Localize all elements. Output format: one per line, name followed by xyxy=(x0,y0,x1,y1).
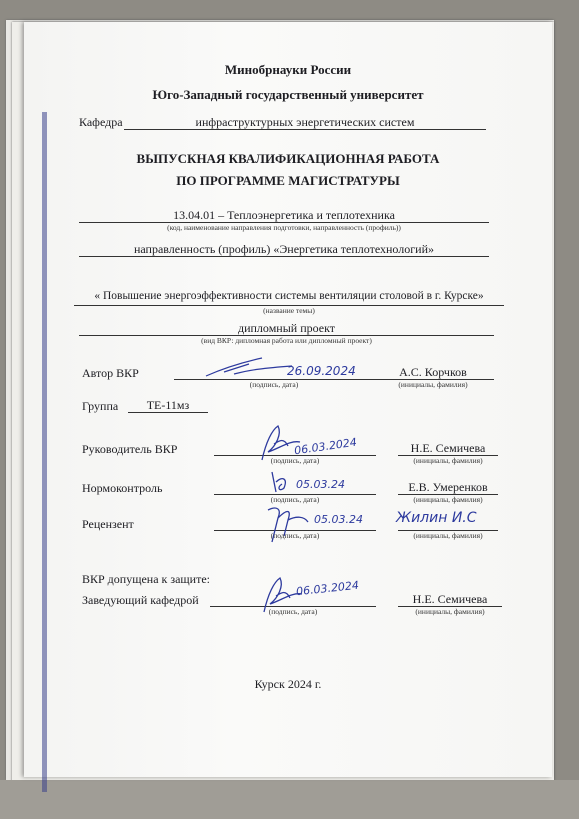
table-surface xyxy=(0,780,579,819)
admission-label: ВКР допущена к защите: xyxy=(82,572,210,586)
author-name: А.С. Корчков xyxy=(399,365,467,379)
work-type-caption: (вид ВКР: дипломная работа или дипломный проект) xyxy=(201,336,372,345)
city-year: Курск 2024 г. xyxy=(254,677,322,691)
reviewer-sign-caption: (подпись, дата) xyxy=(270,531,320,540)
author-label: Автор ВКР xyxy=(82,366,139,380)
topic-caption: (название темы) xyxy=(263,306,315,315)
ministry-heading: Минобрнауки России xyxy=(224,62,352,77)
head-name-caption: (инициалы, фамилия) xyxy=(415,607,485,616)
normcontrol-name: Е.В. Умеренков xyxy=(408,480,488,494)
normcontrol-sign-caption: (подпись, дата) xyxy=(270,495,320,504)
head-name: Н.Е. Семичева xyxy=(412,592,488,606)
supervisor-name-caption: (инициалы, фамилия) xyxy=(413,456,483,465)
department-label: Кафедра xyxy=(79,115,123,129)
normcontrol-date: 05.03.24 xyxy=(296,478,345,491)
author-sign-caption: (подпись, дата) xyxy=(249,380,299,389)
head-of-department-label: Заведующий кафедрой xyxy=(82,593,199,607)
topic-value: « Повышение энергоэффективности системы вентиляции столовой в г. Курске» xyxy=(94,290,484,302)
supervisor-label: Руководитель ВКР xyxy=(82,442,178,456)
title-page-sheet xyxy=(24,22,552,777)
supervisor-date: 06.03.2024 xyxy=(293,435,358,458)
profile-value: направленность (профиль) «Энергетика теплотехнологий» xyxy=(133,242,435,256)
reviewer-signature xyxy=(262,502,312,549)
normcontrol-label: Нормоконтроль xyxy=(82,481,163,495)
work-type-value: дипломный проект xyxy=(237,321,336,335)
head-date: 06.03.2024 xyxy=(295,578,360,599)
normcontrol-name-caption: (инициалы, фамилия) xyxy=(413,495,483,504)
supervisor-name: Н.Е. Семичева xyxy=(410,441,486,455)
reviewer-date: 05.03.24 xyxy=(314,513,363,526)
group-label: Группа xyxy=(82,399,119,413)
reviewer-name: Жилин И.С xyxy=(396,510,477,526)
reviewer-label: Рецензент xyxy=(82,517,134,531)
reviewer-name-caption: (инициалы, фамилия) xyxy=(413,531,483,540)
direction-caption: (код, наименование направления подготовки, направленность (профиль)) xyxy=(167,223,401,232)
work-title-line1: ВЫПУСКНАЯ КВАЛИФИКАЦИОННАЯ РАБОТА xyxy=(136,151,440,166)
head-sign-caption: (подпись, дата) xyxy=(268,607,318,616)
author-name-caption: (инициалы, фамилия) xyxy=(398,380,468,389)
direction-value: 13.04.01 – Теплоэнергетика и теплотехника xyxy=(173,208,395,222)
work-title-line2: ПО ПРОГРАММЕ МАГИСТРАТУРЫ xyxy=(176,173,400,188)
author-date: 26.09.2024 xyxy=(287,364,356,378)
group-value: ТЕ-11мз xyxy=(146,398,190,412)
department-value: инфраструктурных энергетических систем xyxy=(195,115,415,129)
university-heading: Юго-Западный государственный университет xyxy=(152,87,424,102)
supervisor-sign-caption: (подпись, дата) xyxy=(270,456,320,465)
